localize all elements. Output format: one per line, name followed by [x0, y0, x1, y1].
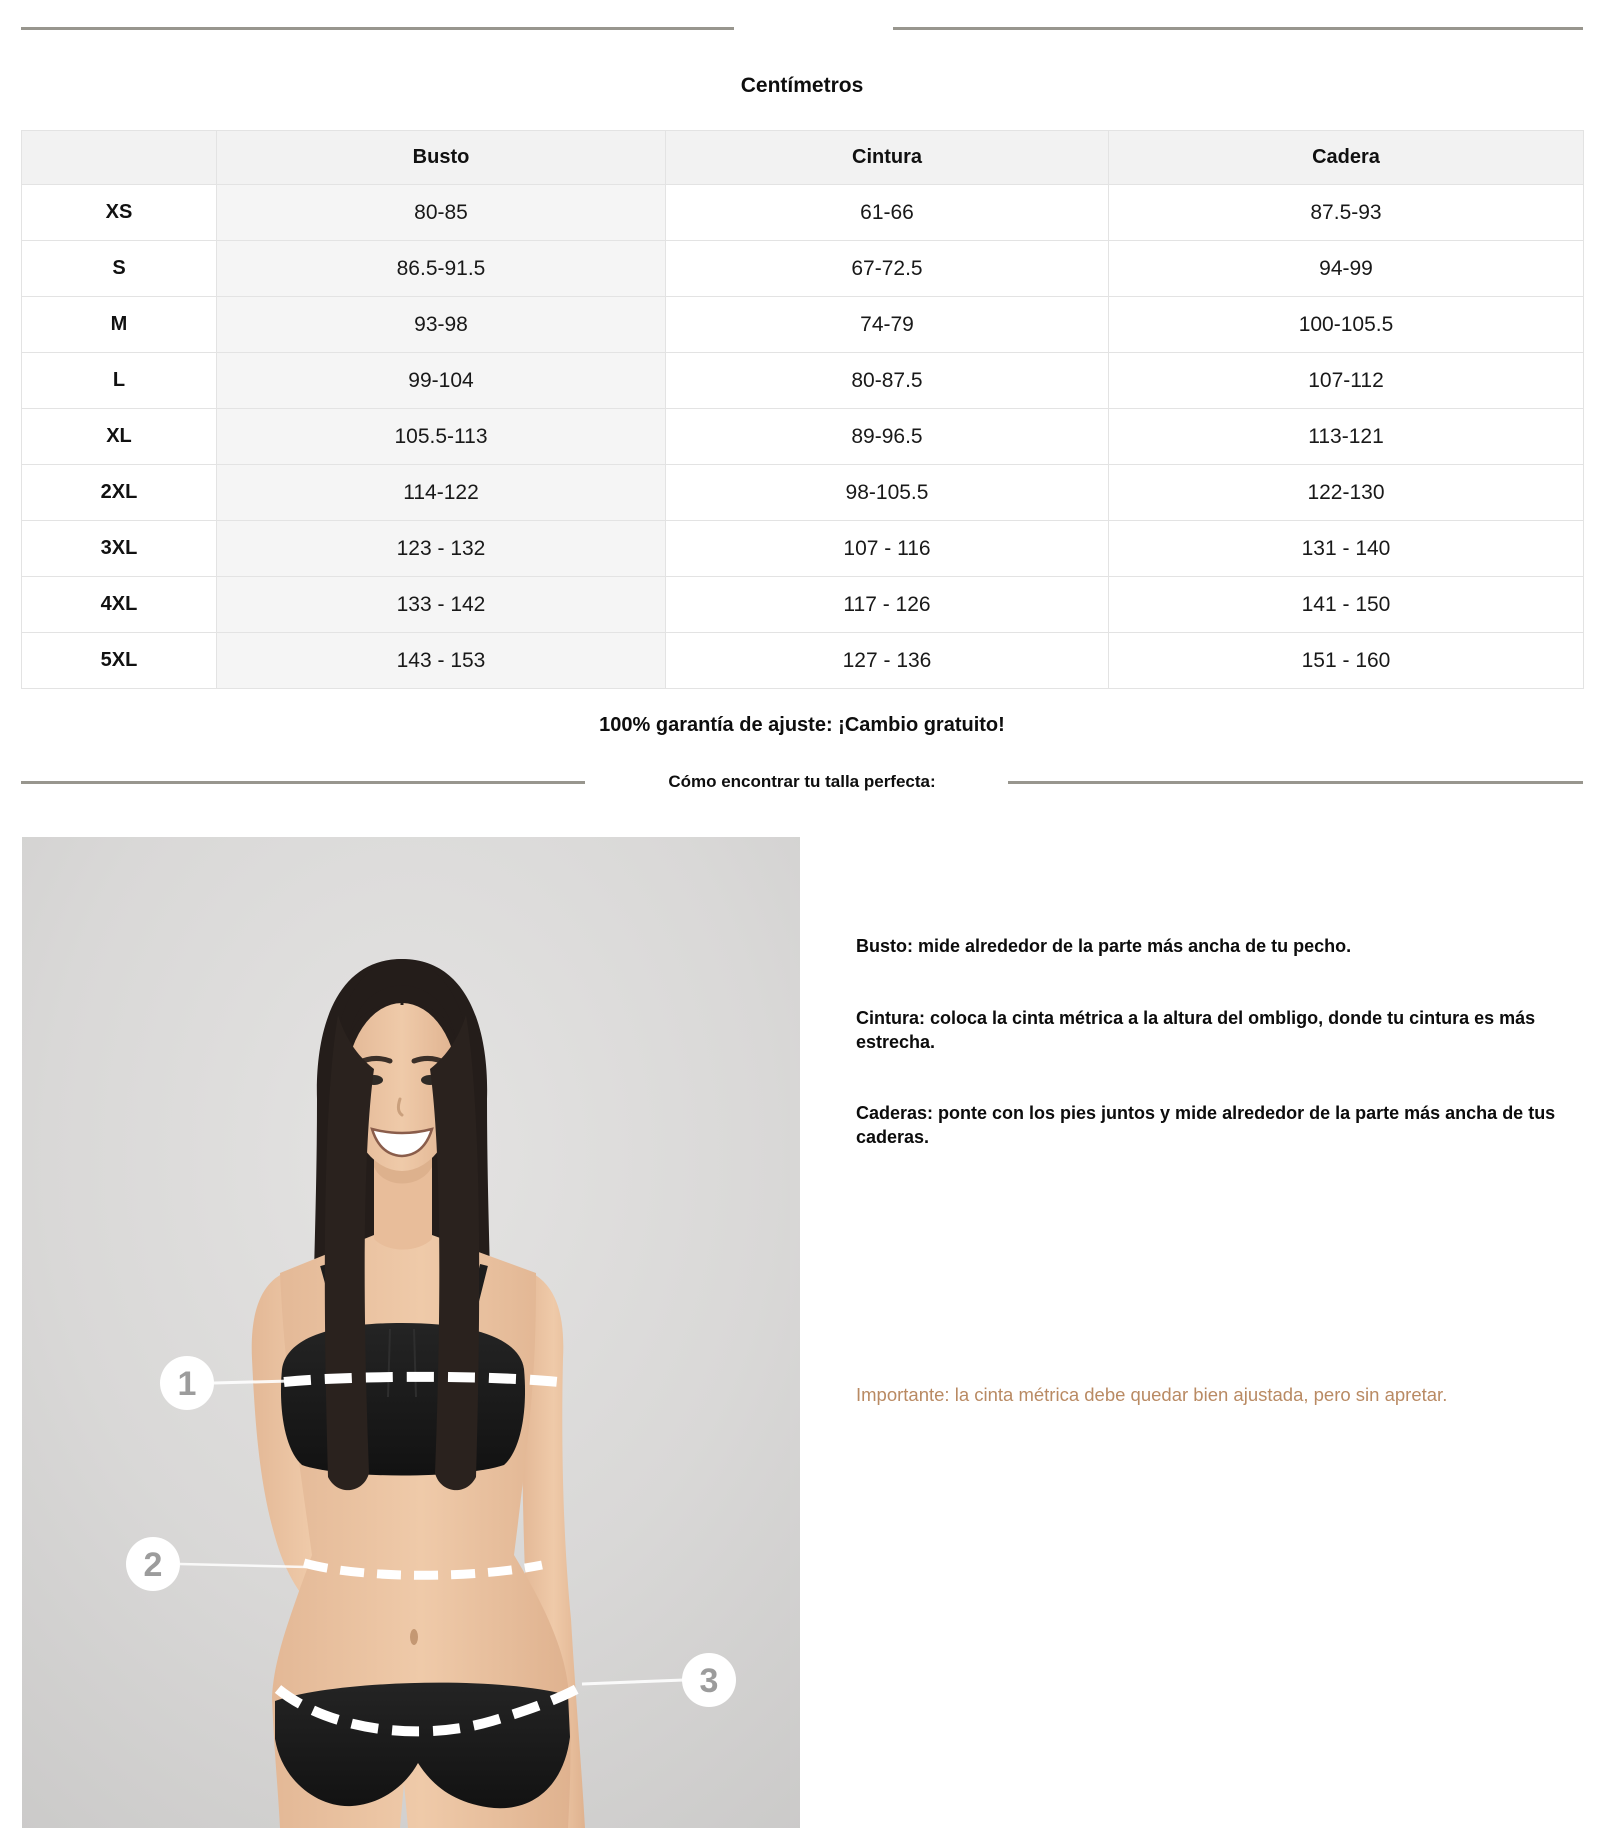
size-label: 3XL	[22, 521, 217, 577]
busto-value: 80-85	[217, 185, 666, 241]
size-row-5xl	[22, 633, 1584, 689]
header-cell-cadera: Cadera	[1109, 131, 1584, 185]
cintura-value: 67-72.5	[666, 241, 1109, 297]
cadera-value: 131 - 140	[1109, 521, 1584, 577]
cintura-value: 98-105.5	[666, 465, 1109, 521]
top-divider-right	[893, 27, 1583, 30]
size-row-xs	[22, 185, 1584, 241]
instruction-cintura: Cintura: coloca la cinta métrica a la altura del ombligo, donde tu cintura es más estrecha.	[856, 1008, 1536, 1052]
cadera-value: 113-121	[1109, 409, 1584, 465]
busto-value: 123 - 132	[217, 521, 666, 577]
size-label: 2XL	[22, 465, 217, 521]
marker-3	[682, 1653, 736, 1707]
header-cell-size	[22, 131, 217, 185]
size-label: XS	[22, 185, 217, 241]
measurement-model-photo	[22, 837, 800, 1828]
marker-2	[126, 1537, 180, 1591]
size-label: S	[22, 241, 217, 297]
size-row-s	[22, 241, 1584, 297]
size-label: XL	[22, 409, 217, 465]
busto-value: 105.5-113	[217, 409, 666, 465]
size-row-3xl	[22, 521, 1584, 577]
size-chart-table	[21, 130, 1584, 689]
units-title: Centímetros	[740, 74, 864, 97]
busto-value: 93-98	[217, 297, 666, 353]
marker-1-label: 1	[177, 1365, 197, 1403]
size-label: 5XL	[22, 633, 217, 689]
busto-value: 86.5-91.5	[217, 241, 666, 297]
instruction-caderas: Caderas: ponte con los pies juntos y mide alrededor de la parte más ancha de tus caderas.	[856, 1103, 1556, 1147]
size-label: L	[22, 353, 217, 409]
model-navel	[410, 1629, 418, 1645]
model-bralette	[281, 1323, 525, 1476]
size-chart-header-row	[22, 131, 1584, 185]
cintura-value: 61-66	[666, 185, 1109, 241]
cintura-value: 127 - 136	[666, 633, 1109, 689]
bust-connector-line	[214, 1381, 290, 1383]
cadera-value: 151 - 160	[1109, 633, 1584, 689]
instruction-busto: Busto: mide alrededor de la parte más ancha de tu pecho.	[856, 936, 1352, 956]
size-label: 4XL	[22, 577, 217, 633]
header-cell-busto: Busto	[217, 131, 666, 185]
cintura-value: 80-87.5	[666, 353, 1109, 409]
cadera-value: 94-99	[1109, 241, 1584, 297]
fit-guarantee-text: 100% garantía de ajuste: ¡Cambio gratuito!	[599, 714, 1005, 736]
cintura-value: 74-79	[666, 297, 1109, 353]
busto-value: 99-104	[217, 353, 666, 409]
cadera-value: 107-112	[1109, 353, 1584, 409]
size-label: M	[22, 297, 217, 353]
cadera-value: 122-130	[1109, 465, 1584, 521]
cadera-value: 141 - 150	[1109, 577, 1584, 633]
size-row-l	[22, 353, 1584, 409]
howto-title: Cómo encontrar tu talla perfecta:	[668, 772, 936, 791]
size-row-4xl	[22, 577, 1584, 633]
cintura-value: 117 - 126	[666, 577, 1109, 633]
size-row-2xl	[22, 465, 1584, 521]
size-row-m	[22, 297, 1584, 353]
marker-3-label: 3	[699, 1662, 719, 1700]
important-note: Importante: la cinta métrica debe quedar bien ajustada, pero sin apretar.	[856, 1383, 1448, 1405]
size-row-xl	[22, 409, 1584, 465]
marker-2-label: 2	[143, 1546, 163, 1584]
cadera-value: 87.5-93	[1109, 185, 1584, 241]
cintura-value: 107 - 116	[666, 521, 1109, 577]
top-divider-left	[21, 27, 734, 30]
cadera-value: 100-105.5	[1109, 297, 1584, 353]
cintura-value: 89-96.5	[666, 409, 1109, 465]
model-illustration	[22, 837, 800, 1828]
marker-1	[160, 1356, 214, 1410]
header-cell-cintura: Cintura	[666, 131, 1109, 185]
busto-value: 143 - 153	[217, 633, 666, 689]
busto-value: 114-122	[217, 465, 666, 521]
busto-value: 133 - 142	[217, 577, 666, 633]
